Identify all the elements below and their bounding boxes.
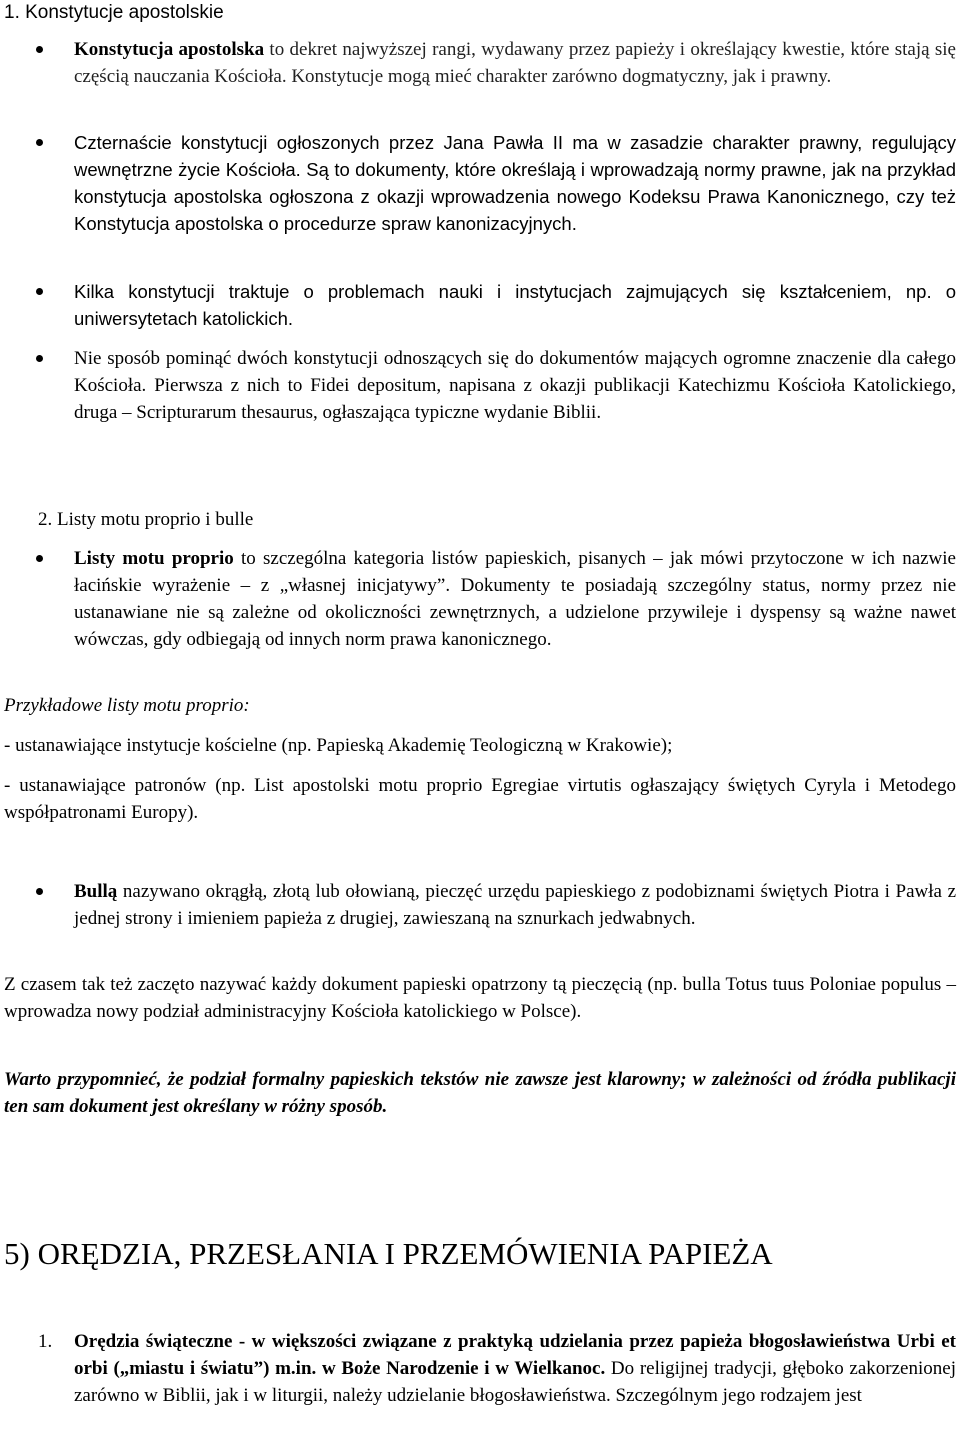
list-item (4, 36, 956, 90)
paragraph-text: Kilka konstytucji traktuje o problemach nauki i instytucjach zajmujących się kształceniem, np. o uniwersytetach katolickich. (74, 281, 956, 329)
section1-heading: 1. Konstytucje apostolskie (4, 2, 224, 23)
section5-heading: 5) ORĘDZIA, PRZESŁANIA I PRZEMÓWIENIA PAPIEŻA (4, 1236, 773, 1271)
section2-heading: 2. Listy motu proprio i bulle (38, 509, 254, 530)
bullet-icon (36, 139, 43, 146)
term-bold: Orędzia świąteczne - w większości związane z praktyką udzielania przez papieża błogosławieństwa Urbi et orbi („miastu i światu”) m.in. w Boże Narodzenie i w Wielkanoc. (74, 1331, 956, 1379)
paragraph-text: to dekret najwyższej rangi, wydawany przez papieży i określający kwestie, które stają się częścią nauczania Kościoła. Konstytucje mogą mieć charakter zarówno dogmatyczny, jak i prawny. (74, 39, 956, 87)
note-paragraph: Warto przypomnieć, że podział formalny papieskich tekstów nie zawsze jest klarowny; w zależności od źródła publikacji ten sam dokument jest określany w różny sposób. (4, 1069, 956, 1117)
example-item: - ustanawiające patronów (np. List apostolski motu proprio Egregiae virtutis ogłaszający świętych Cyryla i Metodego współpatronami Europy). (4, 775, 956, 823)
bullet-icon (36, 355, 43, 362)
paragraph-text: Czternaście konstytucji ogłoszonych przez Jana Pawła II ma w zasadzie charakter prawny, regulujący wewnętrzne życie Kościoła. Są to dokumenty, które określają i wprowadzają normy prawne, jak na przykład konstytucja apostolska ogłoszona z okazji wprowadzenia nowego Kodeksu Prawa Kanonicznego, czy też Konstytucja apostolska o procedurze spraw kanonizacyjnych. (74, 132, 956, 234)
paragraph-text: Nie sposób pominąć dwóch konstytucji odnoszących się do dokumentów mających ogromne znaczenie dla całego Kościoła. Pierwsza z nich to Fidei depositum, napisana z okazji publikacji Katechizmu Kościoła Katolickiego, druga – Scripturarum thesaurus, ogłaszająca typiczne wydanie Biblii. (74, 348, 956, 423)
term-bold: Konstytucja apostolska (74, 39, 265, 60)
paragraph-text: Do religijnej tradycji, głęboko zakorzenionej zarówno w Biblii, jak i w liturgii, należy udzielanie błogosławieństwa. Szczególnym jego rodzajem jest (74, 1358, 956, 1406)
list-item (4, 878, 956, 932)
bullet-icon (36, 555, 43, 562)
list-item (4, 345, 956, 426)
item-number: 1. (38, 1331, 53, 1352)
example-item: - ustanawiające instytucje kościelne (np. Papieską Akademię Teologiczną w Krakowie); (4, 735, 673, 756)
list-item (4, 1328, 956, 1409)
term-bold: Bullą (74, 881, 118, 902)
paragraph-text: nazywano okrągłą, złotą lub ołowianą, pieczęć urzędu papieskiego z podobiznami świętych Piotra i Pawła z jednej strony i imieniem papieża z drugiej, zawieszaną na sznurkach jedwabnych. (74, 881, 956, 929)
bullet-icon (36, 888, 43, 895)
bull-paragraph: Z czasem tak też zaczęto nazywać każdy dokument papieski opatrzony tą pieczęcią (np. bulla Totus tuus Poloniae populus – wprowadza nowy podział administracyjny Kościoła katolickiego w Polsce). (4, 974, 956, 1022)
bullet-icon (36, 288, 43, 295)
term-bold: Listy motu proprio (74, 548, 234, 569)
paragraph-text: to szczególna kategoria listów papieskich, pisanych – jak mówi przytoczone w ich nazwie łacińskie wyrażenie – z „własnej inicjatywy”. Dokumenty te posiadają szczególny status, normy przez nie ustanawiane nie są zależne od okoliczności zewnętrznych, a udzielone przywileje i dyspensy są ważne nawet wówczas, gdy odbiegają od innych norm prawa kanonicznego. (74, 548, 956, 650)
examples-label: Przykładowe listy motu proprio: (4, 695, 250, 716)
list-item (4, 129, 956, 237)
bullet-icon (36, 46, 43, 53)
list-item (4, 278, 956, 332)
list-item (4, 545, 956, 653)
